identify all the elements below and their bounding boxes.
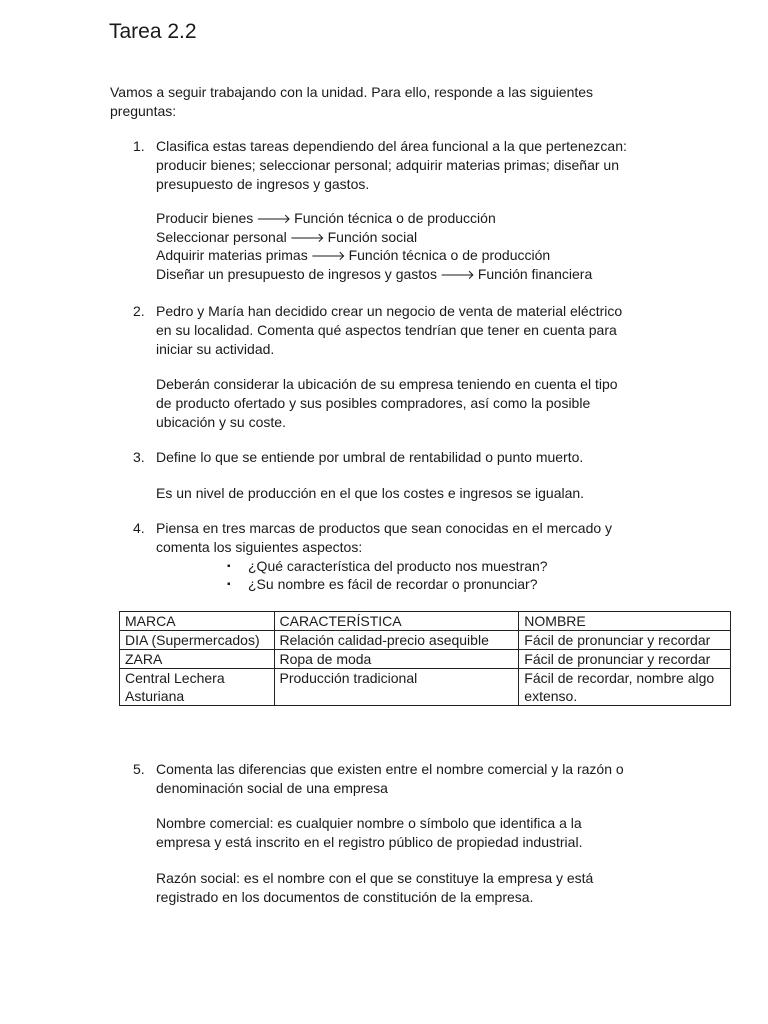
page-title: Tarea 2.2	[109, 20, 197, 43]
question-number: 3.	[133, 449, 145, 465]
question-number: 5.	[133, 761, 145, 777]
answer-line: Razón social: es el nombre con el que se constituye la empresa y está	[156, 870, 594, 886]
answer-line: de producto ofertado y sus posibles compradores, así como la posible	[156, 395, 591, 411]
table-cell-caracteristica: Relación calidad-precio asequible	[274, 631, 519, 650]
question-line: Define lo que se entiende por umbral de rentabilidad o punto muerto.	[156, 449, 584, 465]
table-header-cell: MARCA	[120, 612, 275, 631]
question-line: denominación social de una empresa	[156, 780, 388, 796]
bullet-icon: ▪	[227, 561, 231, 572]
answer-line: Es un nivel de producción en el que los costes e ingresos se igualan.	[156, 485, 585, 501]
answer-line: registrado en los documentos de constitución de la empresa.	[156, 889, 534, 905]
table-cell-caracteristica: Producción tradicional	[274, 669, 519, 706]
question-line: Clasifica estas tareas dependiendo del área funcional a la que pertenezcan:	[156, 138, 627, 154]
task-name: Producir bienes	[156, 210, 254, 226]
answer-line: Deberán considerar la ubicación de su empresa teniendo en cuenta el tipo	[156, 376, 618, 392]
bullet-icon: ▪	[227, 579, 231, 590]
question-line: Piensa en tres marcas de productos que sean conocidas en el mercado y	[156, 520, 613, 536]
brands-table	[119, 611, 731, 706]
question-line: presupuesto de ingresos y gastos.	[156, 176, 370, 192]
question-number: 4.	[133, 520, 145, 536]
question-line: en su localidad. Comenta qué aspectos tendrían que tener en cuenta para	[156, 322, 617, 338]
table-cell-marca: DIA (Supermercados)	[120, 631, 275, 650]
function-name: Función social	[327, 229, 418, 245]
answer-line	[156, 209, 496, 228]
table-row	[120, 669, 731, 706]
table-cell-marca: Central Lechera Asturiana	[120, 669, 275, 706]
question-line: Comenta las diferencias que existen entre el nombre comercial y la razón o	[156, 761, 624, 777]
table-header-cell: CARACTERÍSTICA	[274, 612, 519, 631]
answer-line: Nombre comercial: es cualquier nombre o símbolo que identifica a la	[156, 815, 582, 831]
intro-line: Vamos a seguir trabajando con la unidad. Para ello, responde a las siguientes	[110, 84, 594, 100]
table-header-cell: NOMBRE	[519, 612, 731, 631]
task-name: Seleccionar personal	[156, 229, 287, 245]
answer-line	[156, 246, 550, 265]
arrow-right-icon: 🡒	[310, 248, 346, 263]
bullet-item: ¿Su nombre es fácil de recordar o pronunciar?	[248, 576, 538, 592]
bullet-item: ¿Qué característica del producto nos muestran?	[248, 558, 548, 574]
task-name: Adquirir materias primas	[156, 247, 308, 263]
question-line: producir bienes; seleccionar personal; adquirir materias primas; diseñar un	[156, 157, 620, 173]
answer-line: ubicación y su coste.	[156, 414, 286, 430]
function-name: Función financiera	[477, 266, 593, 282]
question-line: Pedro y María han decidido crear un negocio de venta de material eléctrico	[156, 303, 623, 319]
table-cell-caracteristica: Ropa de moda	[274, 650, 519, 669]
table-row	[120, 650, 731, 669]
question-line: iniciar su actividad.	[156, 341, 275, 357]
answer-line: empresa y está inscrito en el registro público de propiedad industrial.	[156, 834, 583, 850]
intro-line: preguntas:	[110, 103, 177, 119]
arrow-right-icon: 🡒	[439, 267, 475, 282]
table-header-row	[120, 612, 731, 631]
question-number: 1.	[133, 138, 145, 154]
question-number: 2.	[133, 303, 145, 319]
function-name: Función técnica o de producción	[294, 210, 496, 226]
table-cell-nombre: Fácil de pronunciar y recordar	[519, 631, 731, 650]
table-cell-marca: ZARA	[120, 650, 275, 669]
table-row	[120, 631, 731, 650]
question-line: comenta los siguientes aspectos:	[156, 539, 363, 555]
table-cell-nombre: Fácil de pronunciar y recordar	[519, 650, 731, 669]
arrow-right-icon: 🡒	[289, 230, 325, 245]
arrow-right-icon: 🡒	[256, 211, 292, 226]
answer-line	[156, 265, 592, 284]
table-cell-nombre: Fácil de recordar, nombre algo extenso.	[519, 669, 731, 706]
answer-line	[156, 228, 417, 247]
function-name: Función técnica o de producción	[348, 247, 551, 263]
task-name: Diseñar un presupuesto de ingresos y gastos	[156, 266, 437, 282]
